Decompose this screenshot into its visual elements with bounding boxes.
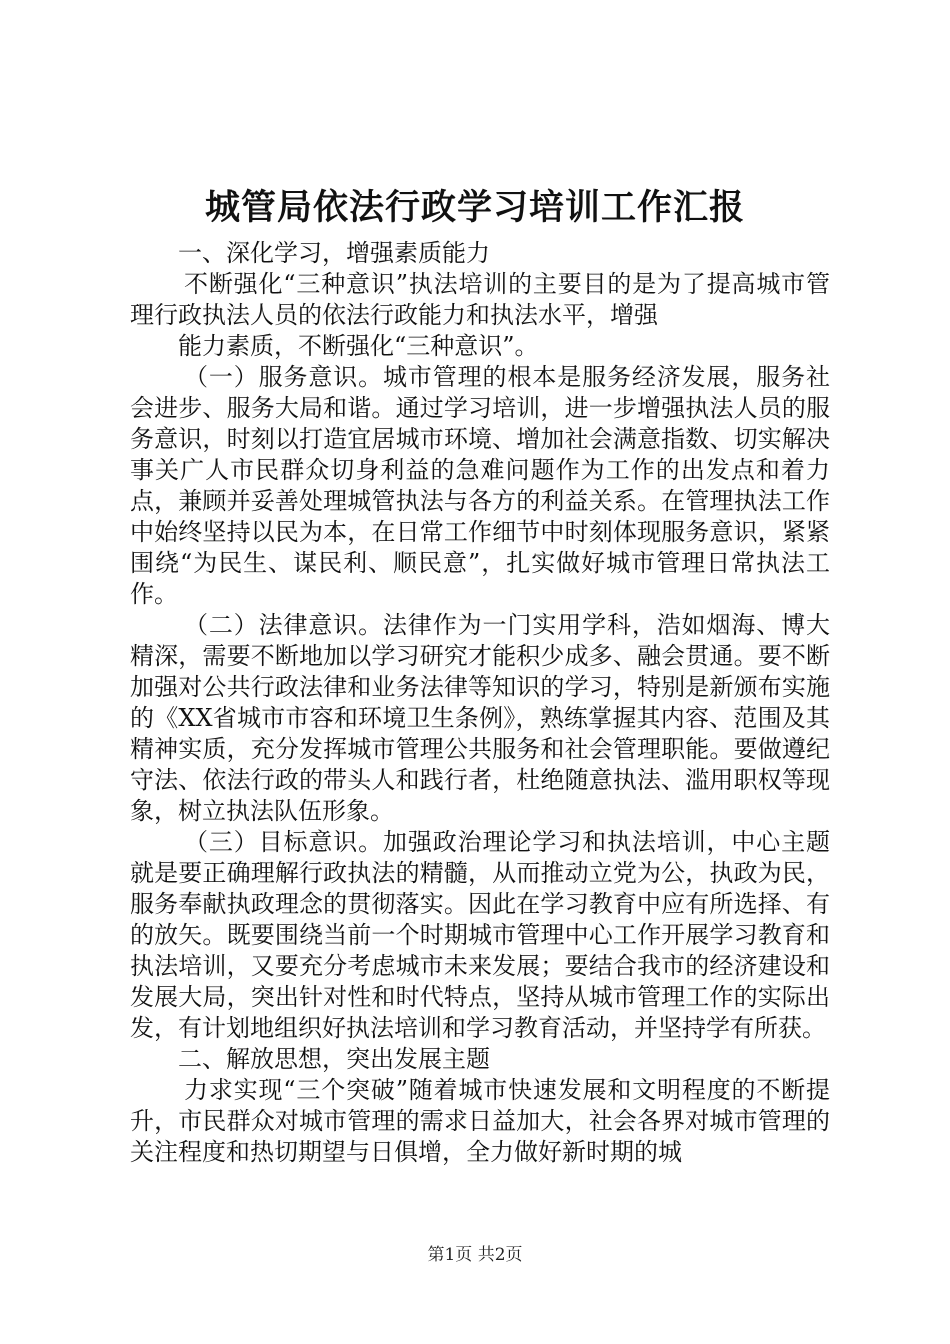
paragraph-service-awareness: （一）服务意识。城市管理的根本是服务经济发展，服务社会进步、服务大局和谐。通过学习培训，进一步增强执法人员的服务意识，时刻以打造宜居城市环境、增加社会满意指数、切实解决事关广人市民群众切身利益的急难问题作为工作的出发点和着力点，兼顾并妥善处理城管执法与各方的利益关系。在管理执法工作中始终坚持以民为本，在日常工作细节中时刻体现服务意识，紧紧围绕“为民生、谋民利、顺民意”，扎实做好城市管理日常执法工作。 [130, 363, 830, 608]
paragraph-legal-awareness: （二）法律意识。法律作为一门实用学科，浩如烟海、博大精深，需要不断地加以学习研究才能积少成多、融会贯通。要不断加强对公共行政法律和业务法律等知识的学习，特别是新颁布实施的《XX省城市市容和环境卫生条例》，熟练掌握其内容、范围及其精神实质，充分发挥城市管理公共服务和社会管理职能。要做遵纪守法、依法行政的带头人和践行者，杜绝随意执法、滥用职权等现象，树立执法队伍形象。 [130, 611, 830, 825]
paragraph-goal-awareness: （三）目标意识。加强政治理论学习和执法培训，中心主题就是要正确理解行政执法的精髓，从而推动立党为公，执政为民，服务奉献执政理念的贯彻落实。因此在学习教育中应有所选择、有的放矢。既要围绕当前一个时期城市管理中心工作开展学习教育和执法培训，又要充分考虑城市未来发展；要结合我市的经济建设和发展大局，突出针对性和时代特点，坚持从城市管理工作的实际出发，有计划地组织好执法培训和学习教育活动，并坚持学有所获。 [130, 828, 830, 1042]
section-heading-2: 二、解放思想，突出发展主题 [178, 1045, 490, 1073]
paragraph-intro-continued: 能力素质，不断强化“三种意识”。 [178, 332, 539, 360]
page-number-footer: 第1页 共2页 [427, 1245, 523, 1265]
document-title: 城管局依法行政学习培训工作汇报 [204, 187, 745, 228]
document-body [130, 238, 830, 1168]
paragraph-intro: 不断强化“三种意识”执法培训的主要目的是为了提高城市管理行政执法人员的依法行政能力和执法水平，增强 [130, 270, 830, 329]
section-heading-1: 一、深化学习，增强素质能力 [178, 239, 490, 267]
paragraph-breakthroughs: 力求实现“三个突破”随着城市快速发展和文明程度的不断提升，市民群众对城市管理的需求日益加大，社会各界对城市管理的关注程度和热切期望与日俱增，全力做好新时期的城 [130, 1076, 830, 1166]
